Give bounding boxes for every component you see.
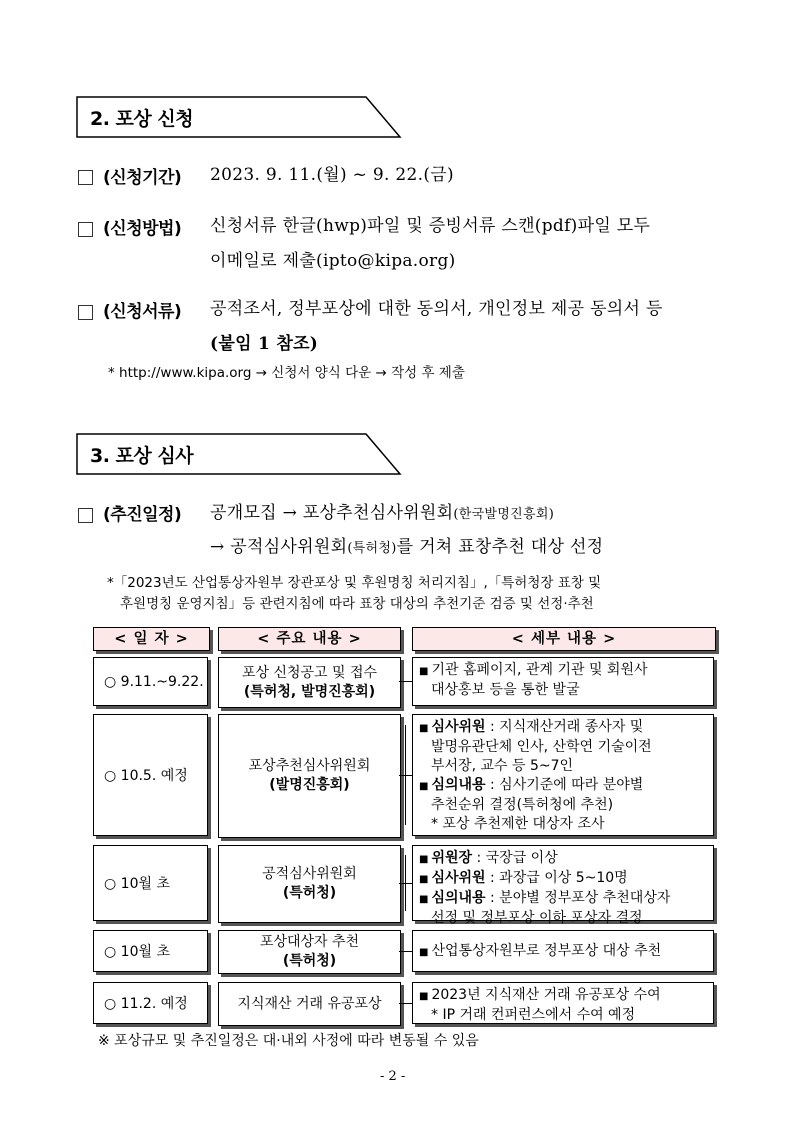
row4-date: ○ 10월 초 <box>93 930 208 972</box>
row3-main: 공적심사위원회 (특허청) <box>218 845 401 923</box>
section-title: 2. 포상 신청 <box>90 108 194 130</box>
header-date: < 일 자 > <box>93 627 210 651</box>
text-schedule-line1: 공개모집 → 포상추천심사위원회(한국발명진흥회) <box>210 503 555 523</box>
label-docs: (신청서류) <box>103 302 182 322</box>
section-title: 3. 포상 심사 <box>90 445 194 467</box>
header-main: < 주요 내용 > <box>218 627 401 651</box>
row1-main: 포상 신청공고 및 접수 (특허청, 발명진흥회) <box>218 657 401 708</box>
connector-line <box>399 681 412 682</box>
checkbox-icon <box>78 305 93 320</box>
text-method-line2: 이메일로 제출(ipto@kipa.org) <box>210 251 456 271</box>
text-period: 2023. 9. 11.(월) ~ 9. 22.(금) <box>210 165 454 185</box>
row2-detail: ■ 심사위원 : 지식재산거래 종사자 및 발명유관단체 인사, 산학연 기술이전 부서장, 교수 등 5~7인 ■ 심의내용 : 심사기준에 따라 분야별 추천순위 결정(특허청에 추천) * 포상 추천제한 대상자 조사 <box>412 714 714 836</box>
row5-date: ○ 11.2. 예정 <box>93 982 208 1024</box>
note-guideline-2: 후원명칭 운영지침」등 관련지침에 따라 표창 대상의 추천기준 검증 및 선정·추천 <box>120 596 594 612</box>
checkbox-icon <box>78 170 93 185</box>
label-period: (신청기간) <box>103 168 182 188</box>
bracket-line <box>405 855 406 911</box>
text-schedule-line2: → 공적심사위원회(특허청)를 거쳐 표창추천 대상 선정 <box>210 537 604 557</box>
row3-date: ○ 10월 초 <box>93 845 208 921</box>
label-schedule: (추진일정) <box>103 505 182 525</box>
row2-date: ○ 10.5. 예정 <box>93 714 208 836</box>
note-guideline-1: *「2023년도 산업통상자원부 장관포상 및 후원명칭 처리지침」,「특허청장 표창 및 <box>107 575 602 591</box>
text-docs-line2: (붙임 1 참조) <box>210 334 319 354</box>
row1-detail: ■ 기관 홈페이지, 관계 기관 및 회원사 대상홍보 등을 통한 발굴 <box>412 657 714 706</box>
row5-main: 지식재산 거래 유공포상 <box>218 982 401 1026</box>
text-docs-line1: 공적조서, 정부포상에 대한 동의서, 개인정보 제공 동의서 등 <box>210 299 663 319</box>
section-header-2 <box>76 96 400 138</box>
row1-date: ○ 9.11.~9.22. <box>93 657 208 706</box>
connector-line <box>399 951 412 952</box>
row5-detail: ■ 2023년 지식재산 거래 유공포상 수여 * IP 거래 컨퍼런스에서 수여 예정 <box>412 982 714 1024</box>
page-number: - 2 - <box>380 1069 406 1084</box>
checkbox-icon <box>78 508 93 523</box>
bracket-line <box>405 725 406 825</box>
note-docs: * http://www.kipa.org → 신청서 양식 다운 → 작성 후 제출 <box>108 365 465 381</box>
row4-detail: ■ 산업통상자원부로 정부포상 대상 추천 <box>412 930 714 972</box>
section-header-3 <box>76 433 400 475</box>
label-method: (신청방법) <box>103 219 182 239</box>
connector-line <box>399 1003 412 1004</box>
row2-main: 포상추천심사위원회 (발명진흥회) <box>218 714 401 838</box>
table-footnote: ※ 포상규모 및 추진일정은 대·내외 사정에 따라 변동될 수 있음 <box>98 1033 479 1049</box>
text-method-line1: 신청서류 한글(hwp)파일 및 증빙서류 스캔(pdf)파일 모두 <box>210 216 651 236</box>
row3-detail: ■ 위원장 : 국장급 이상 ■ 심사위원 : 과장급 이상 5~10명 ■ 심의내용 : 분야별 정부포상 추천대상자 선정 및 정부포상 이하 포상자 결정 <box>412 845 714 921</box>
header-detail: < 세부 내용 > <box>412 627 716 651</box>
checkbox-icon <box>78 222 93 237</box>
row4-main: 포상대상자 추천 (특허청) <box>218 930 401 974</box>
